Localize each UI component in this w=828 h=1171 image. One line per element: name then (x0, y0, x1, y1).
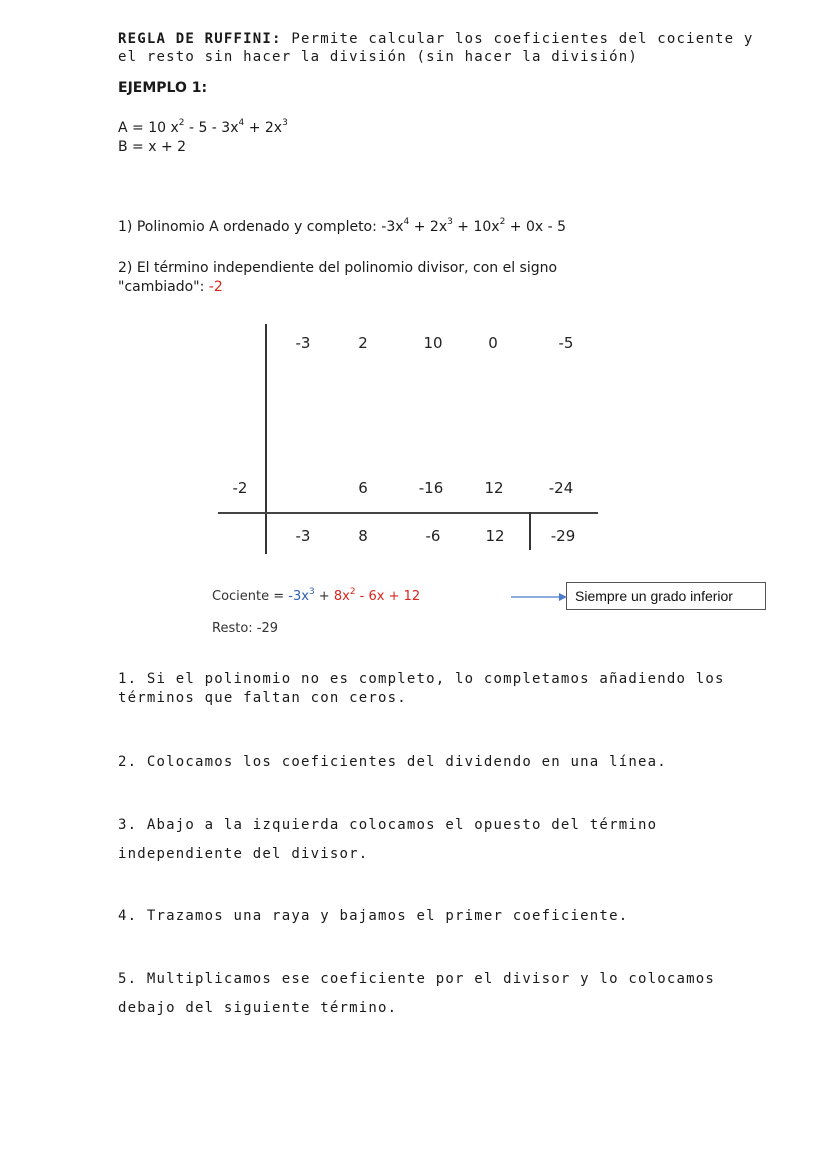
intro-title-rest: Permite calcular los coeficientes del cociente y (281, 31, 754, 47)
ruffini-r3-c2: 8 (358, 527, 368, 545)
intro-title: REGLA DE RUFFINI: (118, 31, 282, 47)
ruffini-r3-c1: -3 (295, 527, 311, 545)
arrow-icon (509, 591, 569, 603)
intro-line-2: el resto sin hacer la división (sin hacer la división) (118, 49, 638, 65)
ruffini-r3-c4: 12 (485, 527, 505, 545)
ruffini-r2-c3: -16 (418, 479, 444, 497)
rule-5-line-1: 5. Multiplicamos ese coeficiente por el divisor y lo colocamos (118, 971, 715, 987)
changed-sign-value: -2 (208, 279, 223, 295)
ruffini-r2-c5: -24 (548, 479, 574, 497)
example-heading: EJEMPLO 1: (118, 80, 208, 96)
ruffini-r1-c1: -3 (295, 334, 311, 352)
step-2-line-2: "cambiado": -2 (118, 279, 223, 295)
ruffini-vertical-line (265, 324, 267, 554)
note-box: Siempre un grado inferior (566, 582, 766, 610)
remainder: Resto: -29 (212, 621, 279, 636)
ruffini-r2-c4: 12 (484, 479, 504, 497)
polynomial-b: B = x + 2 (118, 139, 187, 155)
rule-3-line-2: independiente del divisor. (118, 846, 369, 862)
ruffini-r3-c3: -6 (425, 527, 441, 545)
ruffini-divisor: -2 (232, 479, 248, 497)
ruffini-r3-c5: -29 (550, 527, 576, 545)
ruffini-remainder-separator (529, 512, 531, 550)
rule-4: 4. Trazamos una raya y bajamos el primer coeficiente. (118, 908, 629, 924)
ruffini-r1-c2: 2 (358, 334, 368, 352)
ruffini-r1-c3: 10 (423, 334, 443, 352)
rule-1-line-2: términos que faltan con ceros. (118, 690, 407, 706)
polynomial-a: A = 10 $x^2 - 5 - 3x^4 + 2x^3$ (118, 118, 288, 136)
ruffini-horizontal-line (218, 512, 598, 514)
step-1: 1) Polinomio A ordenado y completo: $-3x^4 + 2x^3 + 10x^2 + 0x - 5$ (118, 217, 566, 235)
rule-5-line-2: debajo del siguiente término. (118, 1000, 398, 1016)
rule-2: 2. Colocamos los coeficientes del dividendo en una línea. (118, 754, 667, 770)
quotient-line: Cociente = $-3x^3 + 8x^2 - 6x + 12$ (212, 587, 421, 604)
ruffini-r1-c5: -5 (558, 334, 574, 352)
step-2-line-1: 2) El término independiente del polinomio divisor, con el signo (118, 260, 558, 276)
ruffini-r1-c4: 0 (488, 334, 498, 352)
rule-3-line-1: 3. Abajo a la izquierda colocamos el opuesto del término (118, 817, 658, 833)
intro-line-1 (118, 31, 754, 47)
rule-1-line-1: 1. Si el polinomio no es completo, lo completamos añadiendo los (118, 671, 725, 687)
ruffini-r2-c2: 6 (358, 479, 368, 497)
